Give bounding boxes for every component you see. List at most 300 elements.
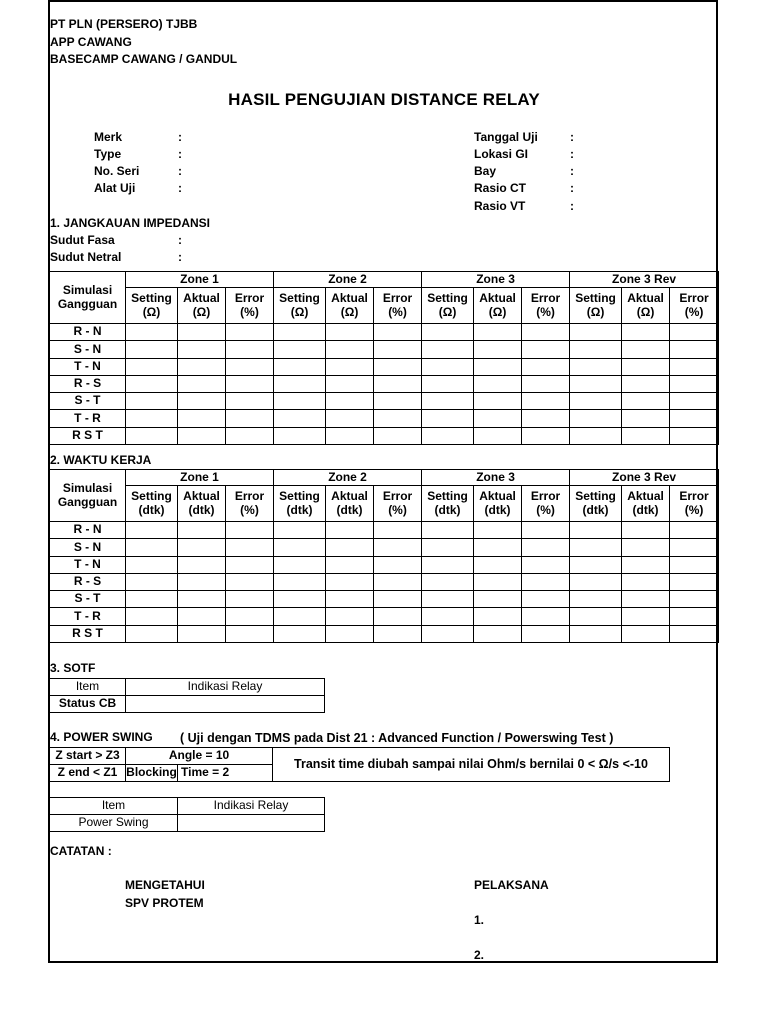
value-cell[interactable] xyxy=(422,358,474,375)
zone-header: Zone 1 xyxy=(126,272,274,288)
sudut-fasa-label: Sudut Fasa xyxy=(50,233,115,247)
value-cell[interactable] xyxy=(522,375,570,392)
value-cell[interactable] xyxy=(178,608,226,625)
value-cell[interactable] xyxy=(570,324,622,341)
value-cell[interactable] xyxy=(422,393,474,410)
col-header-unit: (Ω) xyxy=(192,304,211,319)
value-cell[interactable] xyxy=(422,522,474,539)
z-end: Z end < Z1 xyxy=(50,765,126,782)
value-cell[interactable] xyxy=(326,341,374,358)
page-title: HASIL PENGUJIAN DISTANCE RELAY xyxy=(228,90,540,109)
value-cell[interactable] xyxy=(670,375,719,392)
value-cell[interactable] xyxy=(670,539,719,556)
zone-header: Zone 3 xyxy=(422,272,570,288)
ps-row-power-swing: Power Swing xyxy=(50,815,178,832)
value-cell[interactable] xyxy=(670,522,719,539)
sim-label-1: Simulasi xyxy=(62,480,113,495)
value-cell[interactable] xyxy=(622,375,670,392)
info-label-alat-uji: Alat Uji xyxy=(94,181,136,195)
info-label-rasio-ct: Rasio CT xyxy=(474,181,527,195)
value-cell[interactable] xyxy=(474,608,522,625)
fault-type: S - T xyxy=(50,591,126,608)
value-cell[interactable] xyxy=(670,556,719,573)
value-cell[interactable] xyxy=(226,375,274,392)
value-cell[interactable] xyxy=(570,341,622,358)
value-cell[interactable] xyxy=(326,539,374,556)
col-header xyxy=(570,486,622,522)
value-cell[interactable] xyxy=(274,522,326,539)
value-cell[interactable] xyxy=(570,393,622,410)
value-cell[interactable] xyxy=(474,427,522,444)
section2-title: 2. WAKTU KERJA xyxy=(50,453,152,467)
value-cell[interactable] xyxy=(570,427,622,444)
value-cell[interactable] xyxy=(474,393,522,410)
col-header xyxy=(126,288,178,324)
value-cell[interactable] xyxy=(422,608,474,625)
value-cell[interactable] xyxy=(274,358,326,375)
fault-type: R - S xyxy=(50,375,126,392)
col-header xyxy=(178,288,226,324)
col-header-unit: (%) xyxy=(240,502,259,517)
info-label-rasio-vt: Rasio VT xyxy=(474,199,526,213)
ps-col-indikasi: Indikasi Relay xyxy=(178,798,325,815)
col-header-line1: Setting xyxy=(427,488,468,503)
value-cell[interactable] xyxy=(570,539,622,556)
zone-header: Zone 1 xyxy=(126,470,274,486)
value-cell[interactable] xyxy=(178,522,226,539)
value-cell[interactable] xyxy=(126,591,178,608)
value-cell[interactable] xyxy=(226,556,274,573)
value-cell[interactable] xyxy=(522,539,570,556)
angle: Angle = 10 xyxy=(126,748,273,765)
value-cell[interactable] xyxy=(374,591,422,608)
value-cell[interactable] xyxy=(374,608,422,625)
col-header-unit: (dtk) xyxy=(188,502,215,517)
value-cell[interactable] xyxy=(522,324,570,341)
value-cell[interactable] xyxy=(622,539,670,556)
value-cell[interactable] xyxy=(226,625,274,642)
sim-label-1: Simulasi xyxy=(62,282,113,297)
value-cell[interactable] xyxy=(670,625,719,642)
value-cell[interactable] xyxy=(274,324,326,341)
info-label-merk: Merk xyxy=(94,130,123,144)
value-cell[interactable] xyxy=(274,556,326,573)
value-cell[interactable] xyxy=(622,556,670,573)
value-cell[interactable] xyxy=(126,608,178,625)
col-header-line1: Aktual xyxy=(479,488,516,503)
sim-label-2: Gangguan xyxy=(57,296,118,311)
col-header-unit: (Ω) xyxy=(488,304,507,319)
value-cell[interactable] xyxy=(126,393,178,410)
value-cell[interactable] xyxy=(126,573,178,590)
value-cell[interactable] xyxy=(622,591,670,608)
value-cell[interactable] xyxy=(326,573,374,590)
col-header-unit: (Ω) xyxy=(340,304,359,319)
value-cell[interactable] xyxy=(422,591,474,608)
value-cell[interactable] xyxy=(570,591,622,608)
value-cell[interactable] xyxy=(326,375,374,392)
info-sep: : xyxy=(570,164,574,178)
value-cell[interactable] xyxy=(622,573,670,590)
value-cell[interactable] xyxy=(374,358,422,375)
col-header-line1: Setting xyxy=(131,488,172,503)
value-cell[interactable] xyxy=(622,625,670,642)
col-header xyxy=(226,288,274,324)
col-header-unit: (dtk) xyxy=(632,502,659,517)
col-header-line1: Error xyxy=(234,290,265,305)
value-cell[interactable] xyxy=(178,375,226,392)
value-cell[interactable] xyxy=(126,539,178,556)
col-header-line1: Error xyxy=(530,488,561,503)
col-header xyxy=(622,288,670,324)
value-cell[interactable] xyxy=(422,625,474,642)
value-cell[interactable] xyxy=(126,358,178,375)
value-cell[interactable] xyxy=(326,556,374,573)
col-header-unit: (Ω) xyxy=(636,304,655,319)
value-cell[interactable] xyxy=(422,556,474,573)
info-label-no-seri: No. Seri xyxy=(94,164,140,178)
value-cell[interactable] xyxy=(374,539,422,556)
fault-type: R S T xyxy=(50,625,126,642)
section4-title: 4. POWER SWING xyxy=(50,730,153,744)
col-header-line1: Aktual xyxy=(331,290,368,305)
value-cell[interactable] xyxy=(126,324,178,341)
value-cell[interactable] xyxy=(570,573,622,590)
col-header xyxy=(570,288,622,324)
value-cell[interactable] xyxy=(474,556,522,573)
fault-type: T - R xyxy=(50,410,126,427)
value-cell[interactable] xyxy=(226,608,274,625)
value-cell[interactable] xyxy=(126,522,178,539)
value-cell[interactable] xyxy=(374,324,422,341)
value-cell[interactable] xyxy=(226,341,274,358)
info-sep: : xyxy=(570,181,574,195)
value-cell[interactable] xyxy=(374,573,422,590)
info-sep: : xyxy=(570,199,574,213)
signer-2: 2. xyxy=(474,948,485,962)
section1-title: 1. JANGKAUAN IMPEDANSI xyxy=(50,216,211,230)
blocking: Blocking xyxy=(126,765,178,782)
value-cell[interactable] xyxy=(522,358,570,375)
value-cell[interactable] xyxy=(274,591,326,608)
value-cell[interactable] xyxy=(326,358,374,375)
value-cell[interactable] xyxy=(178,410,226,427)
col-header xyxy=(326,288,374,324)
value-cell[interactable] xyxy=(226,522,274,539)
value-cell[interactable] xyxy=(622,608,670,625)
value-cell[interactable] xyxy=(274,608,326,625)
value-cell[interactable] xyxy=(326,522,374,539)
value-cell[interactable] xyxy=(374,375,422,392)
sotf-col-item: Item xyxy=(50,679,126,696)
value-cell[interactable] xyxy=(570,608,622,625)
value-cell[interactable] xyxy=(326,393,374,410)
col-header-unit: (Ω) xyxy=(290,304,309,319)
col-header-line1: Error xyxy=(530,290,561,305)
col-header xyxy=(422,486,474,522)
col-header xyxy=(422,288,474,324)
col-header-line1: Aktual xyxy=(627,488,664,503)
spv-label: SPV PROTEM xyxy=(125,896,204,910)
col-header-unit: (Ω) xyxy=(586,304,605,319)
info-sep: : xyxy=(178,250,182,264)
col-header-line1: Aktual xyxy=(479,290,516,305)
col-header-line1: Aktual xyxy=(183,290,220,305)
value-cell[interactable] xyxy=(670,358,719,375)
value-cell[interactable] xyxy=(474,375,522,392)
section3-title: 3. SOTF xyxy=(50,661,96,675)
value-cell[interactable] xyxy=(126,341,178,358)
value-cell[interactable] xyxy=(326,625,374,642)
value-cell[interactable] xyxy=(178,341,226,358)
value-cell[interactable] xyxy=(622,358,670,375)
value-cell[interactable] xyxy=(670,324,719,341)
fault-type: R - S xyxy=(50,573,126,590)
section4-note: ( Uji dengan TDMS pada Dist 21 : Advanced Function / Powerswing Test ) xyxy=(180,731,614,745)
col-header-line1: Setting xyxy=(131,290,172,305)
app-name: APP CAWANG xyxy=(50,35,132,49)
value-cell[interactable] xyxy=(570,375,622,392)
value-cell[interactable] xyxy=(226,393,274,410)
value-cell[interactable] xyxy=(274,427,326,444)
value-cell[interactable] xyxy=(422,375,474,392)
fault-type: R - N xyxy=(50,324,126,341)
value-cell[interactable] xyxy=(570,625,622,642)
col-header-line1: Setting xyxy=(575,290,616,305)
zone-header: Zone 2 xyxy=(274,470,422,486)
col-header xyxy=(374,486,422,522)
value-cell[interactable] xyxy=(226,410,274,427)
ps-col-item: Item xyxy=(50,798,178,815)
col-header xyxy=(274,288,326,324)
basecamp-name: BASECAMP CAWANG / GANDUL xyxy=(50,52,238,66)
col-header-line1: Aktual xyxy=(627,290,664,305)
value-cell[interactable] xyxy=(126,556,178,573)
value-cell[interactable] xyxy=(522,625,570,642)
col-header-line1: Setting xyxy=(427,290,468,305)
value-cell[interactable] xyxy=(374,341,422,358)
value-cell[interactable] xyxy=(670,410,719,427)
col-header xyxy=(226,486,274,522)
value-cell[interactable] xyxy=(622,522,670,539)
value-cell[interactable] xyxy=(126,375,178,392)
info-label-lokasi-gi: Lokasi GI xyxy=(474,147,529,161)
value-cell[interactable] xyxy=(178,625,226,642)
value-cell[interactable] xyxy=(422,341,474,358)
value-cell[interactable] xyxy=(374,393,422,410)
col-header xyxy=(178,486,226,522)
info-sep: : xyxy=(178,164,182,178)
value-cell[interactable] xyxy=(178,591,226,608)
fault-type: T - N xyxy=(50,556,126,573)
pelaksana-label: PELAKSANA xyxy=(474,878,549,892)
value-cell[interactable] xyxy=(570,556,622,573)
value-cell[interactable] xyxy=(522,573,570,590)
value-cell[interactable] xyxy=(422,539,474,556)
col-header-line1: Aktual xyxy=(183,488,220,503)
value-cell[interactable] xyxy=(622,427,670,444)
col-header xyxy=(522,486,570,522)
value-cell[interactable] xyxy=(274,393,326,410)
operating-time-table xyxy=(49,469,719,643)
col-header-line1: Error xyxy=(679,290,709,305)
zone-header: Zone 3 xyxy=(422,470,570,486)
value-cell[interactable] xyxy=(374,522,422,539)
fault-type: R - N xyxy=(50,522,126,539)
value-cell[interactable] xyxy=(178,556,226,573)
sim-header xyxy=(50,272,126,324)
value-cell[interactable] xyxy=(474,573,522,590)
value-cell[interactable] xyxy=(522,341,570,358)
value-cell[interactable] xyxy=(474,324,522,341)
ps-cell[interactable] xyxy=(178,815,325,832)
zone-header: Zone 3 Rev xyxy=(570,272,719,288)
value-cell[interactable] xyxy=(126,410,178,427)
fault-type: T - R xyxy=(50,608,126,625)
sotf-cell[interactable] xyxy=(126,696,325,713)
value-cell[interactable] xyxy=(670,393,719,410)
value-cell[interactable] xyxy=(522,393,570,410)
value-cell[interactable] xyxy=(226,324,274,341)
value-cell[interactable] xyxy=(474,539,522,556)
mengetahui-label: MENGETAHUI xyxy=(125,878,205,892)
col-header-line1: Error xyxy=(382,290,413,305)
sotf-row-status-cb: Status CB xyxy=(50,696,126,713)
time: Time = 2 xyxy=(178,765,273,782)
value-cell[interactable] xyxy=(374,556,422,573)
fault-type: S - N xyxy=(50,341,126,358)
value-cell[interactable] xyxy=(226,427,274,444)
value-cell[interactable] xyxy=(522,591,570,608)
col-header-line1: Error xyxy=(679,488,709,503)
sotf-table xyxy=(49,678,325,713)
fault-type: R S T xyxy=(50,427,126,444)
value-cell[interactable] xyxy=(178,539,226,556)
value-cell[interactable] xyxy=(522,556,570,573)
col-header xyxy=(670,288,719,324)
value-cell[interactable] xyxy=(274,573,326,590)
col-header-unit: (%) xyxy=(684,304,704,319)
value-cell[interactable] xyxy=(622,410,670,427)
col-header xyxy=(474,288,522,324)
col-header-line1: Aktual xyxy=(331,488,368,503)
value-cell[interactable] xyxy=(374,625,422,642)
transit-text: Transit time diubah sampai nilai Ohm/s bernilai 0 < Ω/s <-10 xyxy=(273,748,670,782)
sim-header xyxy=(50,470,126,522)
value-cell[interactable] xyxy=(474,591,522,608)
impedance-table xyxy=(49,271,719,445)
value-cell[interactable] xyxy=(374,427,422,444)
col-header xyxy=(126,486,178,522)
value-cell[interactable] xyxy=(326,591,374,608)
value-cell[interactable] xyxy=(422,410,474,427)
col-header-line1: Setting xyxy=(279,488,320,503)
value-cell[interactable] xyxy=(326,324,374,341)
col-header xyxy=(522,288,570,324)
info-sep: : xyxy=(178,233,182,247)
value-cell[interactable] xyxy=(178,393,226,410)
value-cell[interactable] xyxy=(126,427,178,444)
value-cell[interactable] xyxy=(570,410,622,427)
value-cell[interactable] xyxy=(274,539,326,556)
zone-header: Zone 3 Rev xyxy=(570,470,719,486)
col-header-unit: (%) xyxy=(536,502,555,517)
value-cell[interactable] xyxy=(178,358,226,375)
value-cell[interactable] xyxy=(178,324,226,341)
value-cell[interactable] xyxy=(474,625,522,642)
value-cell[interactable] xyxy=(670,608,719,625)
value-cell[interactable] xyxy=(522,410,570,427)
value-cell[interactable] xyxy=(670,427,719,444)
value-cell[interactable] xyxy=(178,573,226,590)
value-cell[interactable] xyxy=(126,625,178,642)
value-cell[interactable] xyxy=(622,324,670,341)
col-header-unit: (Ω) xyxy=(438,304,457,319)
info-label-bay: Bay xyxy=(474,164,497,178)
value-cell[interactable] xyxy=(274,375,326,392)
col-header-line1: Error xyxy=(234,488,265,503)
value-cell[interactable] xyxy=(226,539,274,556)
value-cell[interactable] xyxy=(422,427,474,444)
value-cell[interactable] xyxy=(374,410,422,427)
col-header-unit: (%) xyxy=(240,304,259,319)
value-cell[interactable] xyxy=(622,393,670,410)
col-header xyxy=(622,486,670,522)
sotf-col-indikasi: Indikasi Relay xyxy=(126,679,325,696)
col-header-unit: (dtk) xyxy=(434,502,461,517)
value-cell[interactable] xyxy=(474,410,522,427)
value-cell[interactable] xyxy=(422,324,474,341)
col-header-line1: Error xyxy=(382,488,413,503)
col-header-unit: (Ω) xyxy=(142,304,161,319)
power-swing-table xyxy=(49,797,325,832)
value-cell[interactable] xyxy=(622,341,670,358)
value-cell[interactable] xyxy=(274,410,326,427)
value-cell[interactable] xyxy=(274,625,326,642)
value-cell[interactable] xyxy=(670,341,719,358)
value-cell[interactable] xyxy=(474,522,522,539)
info-sep: : xyxy=(570,130,574,144)
value-cell[interactable] xyxy=(274,341,326,358)
value-cell[interactable] xyxy=(670,591,719,608)
value-cell[interactable] xyxy=(570,522,622,539)
value-cell[interactable] xyxy=(226,573,274,590)
info-sep: : xyxy=(570,147,574,161)
col-header-unit: (%) xyxy=(536,304,555,319)
value-cell[interactable] xyxy=(570,358,622,375)
value-cell[interactable] xyxy=(670,573,719,590)
value-cell[interactable] xyxy=(326,410,374,427)
value-cell[interactable] xyxy=(522,608,570,625)
col-header xyxy=(326,486,374,522)
value-cell[interactable] xyxy=(474,341,522,358)
value-cell[interactable] xyxy=(522,522,570,539)
power-swing-settings xyxy=(49,747,273,782)
value-cell[interactable] xyxy=(226,358,274,375)
value-cell[interactable] xyxy=(522,427,570,444)
value-cell[interactable] xyxy=(422,573,474,590)
value-cell[interactable] xyxy=(326,427,374,444)
info-label-tanggal-uji: Tanggal Uji xyxy=(474,130,538,144)
col-header-unit: (%) xyxy=(684,502,704,517)
transit-box xyxy=(272,747,670,782)
value-cell[interactable] xyxy=(474,358,522,375)
catatan-label: CATATAN : xyxy=(50,844,112,858)
zone-header: Zone 2 xyxy=(274,272,422,288)
value-cell[interactable] xyxy=(226,591,274,608)
value-cell[interactable] xyxy=(326,608,374,625)
value-cell[interactable] xyxy=(178,427,226,444)
